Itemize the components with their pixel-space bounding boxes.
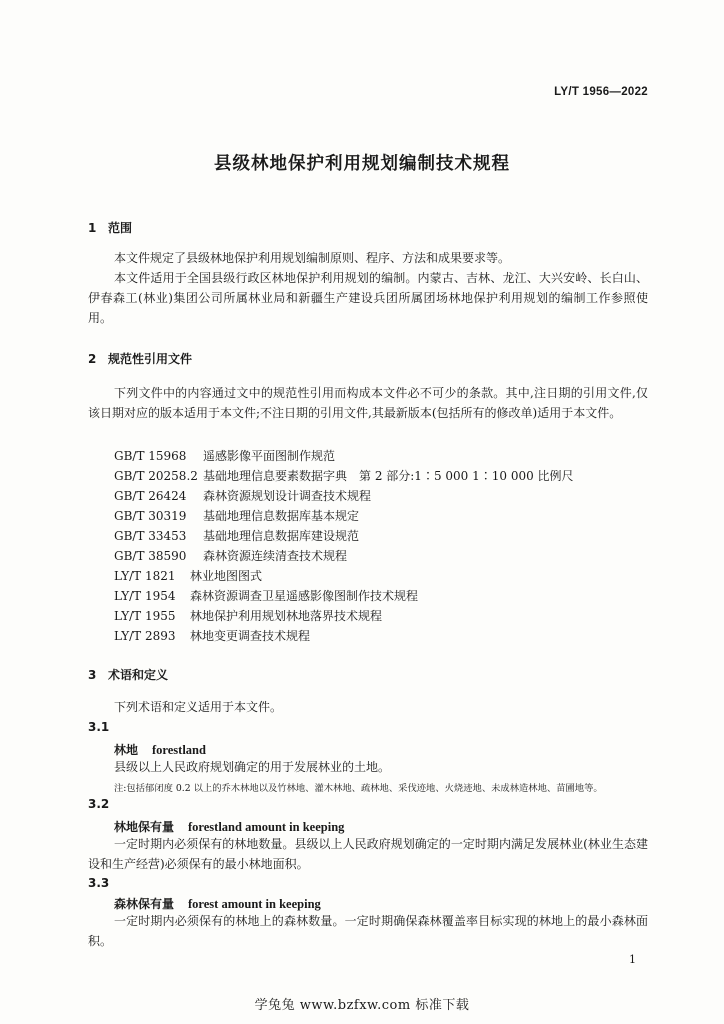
term-en: forest amount in keeping xyxy=(188,897,321,911)
section-title: 术语和定义 xyxy=(108,668,169,682)
reference-title: 森林资源规划设计调查技术规程 xyxy=(203,489,372,503)
reference-title: 森林资源调查卫星遥感影像图制作技术规程 xyxy=(190,589,419,603)
term-number: 3.3 xyxy=(88,876,110,890)
term-definition: 一定时期内必须保有的林地上的森林数量。一定时期确保森林覆盖率目标实现的林地上的最小森林面积。 xyxy=(88,914,648,948)
reference-item xyxy=(114,467,574,484)
reference-item xyxy=(114,567,262,584)
term-en: forestland amount in keeping xyxy=(188,820,345,834)
term-zh: 林地 xyxy=(114,743,139,757)
section-title: 规范性引用文件 xyxy=(108,352,193,366)
reference-title: 林地变更调查技术规程 xyxy=(190,629,311,643)
term-note: 注:包括郁闭度 0.2 以上的乔木林地以及竹林地、灌木林地、疏林地、采伐迹地、火烧迹地、未成林造林地、苗圃地等。 xyxy=(114,783,603,794)
reference-title: 林地保护利用规划林地落界技术规程 xyxy=(190,609,383,623)
section-1-heading xyxy=(88,219,132,236)
reference-item xyxy=(114,447,335,464)
reference-code: LY/T 1821 xyxy=(114,569,176,583)
section-3-heading xyxy=(88,666,168,683)
scope-paragraph-1: 本文件规定了县级林地保护利用规划编制原则、程序、方法和成果要求等。 xyxy=(114,251,511,265)
reference-item xyxy=(114,627,310,644)
reference-item xyxy=(114,587,418,604)
reference-code: GB/T 38590 xyxy=(114,549,187,563)
reference-code: LY/T 1955 xyxy=(114,609,176,623)
term-definition: 县级以上人民政府规划确定的用于发展林业的土地。 xyxy=(114,760,391,774)
reference-code: LY/T 1954 xyxy=(114,589,176,603)
section-number: 1 xyxy=(88,221,97,235)
page-number: 1 xyxy=(629,953,636,966)
reference-code: GB/T 33453 xyxy=(114,529,187,543)
reference-item xyxy=(114,507,359,524)
reference-title: 森林资源连续清查技术规程 xyxy=(203,549,348,563)
reference-code: LY/T 2893 xyxy=(114,629,176,643)
section-number: 2 xyxy=(88,352,97,366)
reference-title: 遥感影像平面图制作规范 xyxy=(203,449,336,463)
term-heading xyxy=(114,895,321,912)
term-number: 3.1 xyxy=(88,720,110,734)
reference-item xyxy=(114,527,359,544)
terms-intro: 下列术语和定义适用于本文件。 xyxy=(114,700,283,714)
reference-title: 基础地理信息数据库建设规范 xyxy=(203,529,360,543)
term-zh: 森林保有量 xyxy=(114,897,175,911)
section-title: 范围 xyxy=(108,221,133,235)
document-title: 县级林地保护利用规划编制技术规程 xyxy=(214,154,510,174)
reference-title: 基础地理信息要素数据字典 第 2 部分:1∶5 000 1∶10 000 比例尺 xyxy=(203,469,574,483)
section-2-heading xyxy=(88,350,192,367)
term-zh: 林地保有量 xyxy=(114,820,175,834)
reference-title: 基础地理信息数据库基本规定 xyxy=(203,509,360,523)
watermark-footer: 学兔兔 www.bzfxw.com 标准下载 xyxy=(254,998,470,1013)
reference-code: GB/T 30319 xyxy=(114,509,187,523)
term-definition: 一定时期内必须保有的林地数量。县级以上人民政府规划确定的一定时期内满足发展林业(林业生态建设和生产经营)必须保有的最小林地面积。 xyxy=(88,837,648,871)
references-intro: 下列文件中的内容通过文中的规范性引用而构成本文件必不可少的条款。其中,注日期的引用文件,仅该日期对应的版本适用于本文件;不注日期的引用文件,其最新版本(包括所有的修改单)适用于本文件。 xyxy=(88,386,648,420)
reference-code: GB/T 15968 xyxy=(114,449,187,463)
section-number: 3 xyxy=(88,668,97,682)
reference-code: GB/T 20258.2 xyxy=(114,469,198,483)
reference-title: 林业地图图式 xyxy=(190,569,263,583)
term-heading xyxy=(114,818,344,835)
reference-item xyxy=(114,547,347,564)
reference-code: GB/T 26424 xyxy=(114,489,187,503)
standard-code: LY/T 1956—2022 xyxy=(554,86,648,98)
term-en: forestland xyxy=(152,743,206,757)
scope-paragraph-2: 本文件适用于全国县级行政区林地保护利用规划的编制。内蒙古、吉林、龙江、大兴安岭、长白山、伊春森工(林业)集团公司所属林业局和新疆生产建设兵团所属团场林地保护利用规划的编制工作参照使用。 xyxy=(88,271,648,325)
term-number: 3.2 xyxy=(88,797,110,811)
reference-item xyxy=(114,607,382,624)
reference-item xyxy=(114,487,371,504)
term-heading xyxy=(114,741,206,758)
